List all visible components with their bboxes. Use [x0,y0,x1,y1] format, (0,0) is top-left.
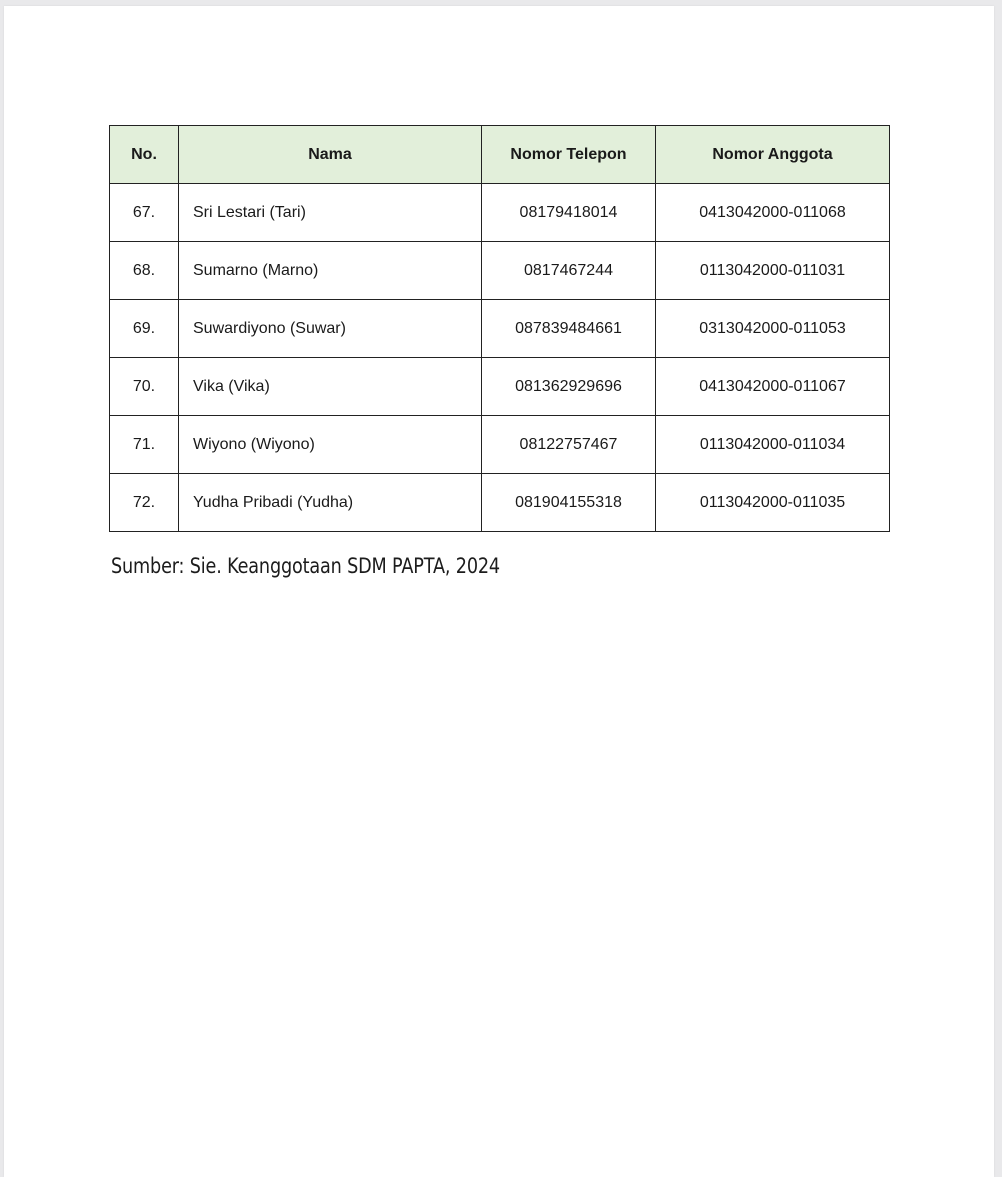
header-member-number: Nomor Anggota [656,126,890,184]
header-name: Nama [179,126,482,184]
header-phone: Nomor Telepon [482,126,656,184]
row-member-number: 0113042000-011031 [656,242,890,300]
source-note: Sumber: Sie. Keanggotaan SDM PAPTA, 2024 [111,554,500,578]
table-row [110,184,890,242]
table-row [110,300,890,358]
row-no: 72. [110,474,179,532]
row-phone: 081904155318 [482,474,656,532]
row-no: 67. [110,184,179,242]
row-member-number: 0113042000-011034 [656,416,890,474]
member-table [109,125,890,532]
table-row [110,474,890,532]
row-name: Sumarno (Marno) [179,242,482,300]
row-name: Vika (Vika) [179,358,482,416]
row-no: 71. [110,416,179,474]
row-no: 69. [110,300,179,358]
row-phone: 081362929696 [482,358,656,416]
row-phone: 08179418014 [482,184,656,242]
document-page [4,6,994,1177]
row-no: 70. [110,358,179,416]
row-name: Yudha Pribadi (Yudha) [179,474,482,532]
table-row [110,416,890,474]
row-phone: 08122757467 [482,416,656,474]
row-phone: 087839484661 [482,300,656,358]
row-name: Wiyono (Wiyono) [179,416,482,474]
row-name: Suwardiyono (Suwar) [179,300,482,358]
row-member-number: 0313042000-011053 [656,300,890,358]
row-member-number: 0413042000-011067 [656,358,890,416]
row-phone: 0817467244 [482,242,656,300]
header-no: No. [110,126,179,184]
row-no: 68. [110,242,179,300]
table-header-row [110,126,890,184]
table-row [110,242,890,300]
row-member-number: 0413042000-011068 [656,184,890,242]
row-member-number: 0113042000-011035 [656,474,890,532]
table-row [110,358,890,416]
row-name: Sri Lestari (Tari) [179,184,482,242]
